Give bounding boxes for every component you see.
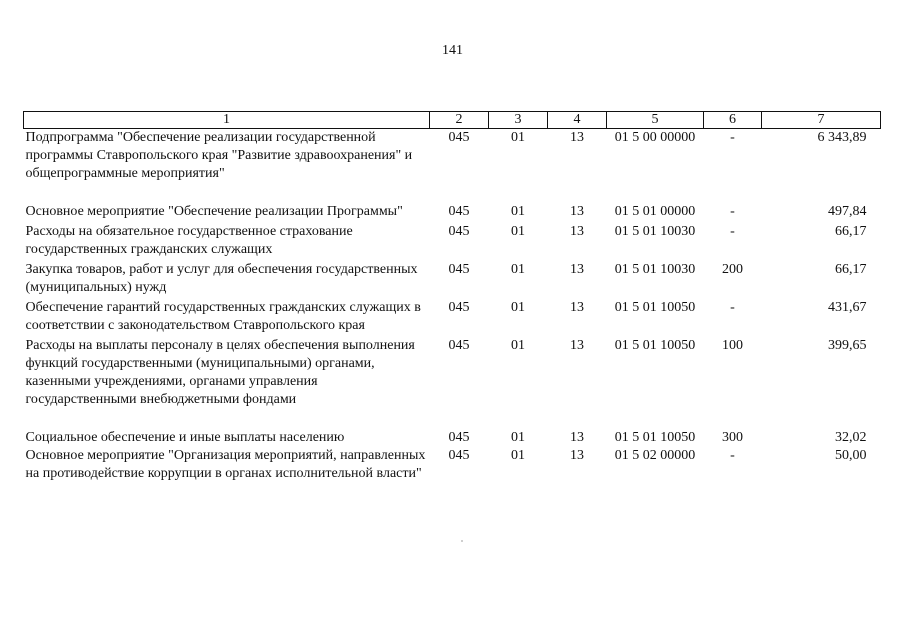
row-col-3: 01 [511, 448, 525, 463]
budget-table [23, 111, 881, 483]
row-name: Обеспечение гарантий государственных гражданских служащих в соответствии с законодательством Ставропольского края [25, 300, 421, 333]
row-col-7: 66,17 [835, 224, 867, 239]
row-col-6: - [730, 130, 735, 145]
row-col-6: - [730, 204, 735, 219]
row-col-6: 300 [722, 430, 743, 445]
table-row [24, 429, 881, 447]
header-col-6: 6 [704, 112, 762, 129]
table-body [24, 129, 881, 484]
row-col-5: 01 5 01 10030 [614, 262, 696, 277]
row-col-4: 13 [570, 224, 584, 239]
table-row [24, 337, 881, 429]
row-col-7: 50,00 [835, 448, 867, 463]
row-col-3: 01 [511, 130, 525, 145]
row-col-7: 32,02 [835, 430, 867, 445]
row-col-4: 13 [570, 300, 584, 315]
row-name: Основное мероприятие "Обеспечение реализации Программы" [25, 204, 403, 219]
row-col-6: - [730, 300, 735, 315]
row-col-7: 66,17 [835, 262, 867, 277]
row-col-3: 01 [511, 204, 525, 219]
row-col-2: 045 [448, 448, 470, 463]
table-row [24, 223, 881, 261]
row-name: Расходы на выплаты персоналу в целях обеспечения выполнения функций государственными (муниципальными) органами, казенными учреждениями, органами управления государственными внебюджетными фондами [25, 338, 415, 407]
row-col-2: 045 [448, 130, 470, 145]
row-col-7: 6 343,89 [817, 130, 867, 145]
row-name: Подпрограмма "Обеспечение реализации государственной программы Ставропольского края "Развитие здравоохранения" и общепрограммные мероприятия" [25, 130, 413, 181]
row-col-4: 13 [570, 338, 584, 353]
row-col-3: 01 [511, 300, 525, 315]
table-row [24, 261, 881, 299]
page-number: 141 [442, 43, 463, 58]
row-col-2: 045 [448, 262, 470, 277]
header-col-3: 3 [489, 112, 548, 129]
row-col-2: 045 [448, 204, 470, 219]
header-row [24, 112, 881, 129]
row-col-5: 01 5 01 00000 [614, 204, 696, 219]
row-col-7: 431,67 [828, 300, 867, 315]
scan-speck [461, 540, 463, 542]
row-name: Социальное обеспечение и иные выплаты населению [25, 430, 345, 445]
row-col-4: 13 [570, 130, 584, 145]
header-col-1: 1 [24, 112, 430, 129]
row-col-4: 13 [570, 430, 584, 445]
row-col-6: - [730, 448, 735, 463]
row-col-3: 01 [511, 224, 525, 239]
row-col-5: 01 5 02 00000 [614, 448, 696, 463]
row-col-6: 100 [722, 338, 743, 353]
header-col-4: 4 [548, 112, 607, 129]
row-col-5: 01 5 01 10050 [614, 300, 696, 315]
row-col-5: 01 5 01 10030 [614, 224, 696, 239]
table-header [24, 112, 881, 129]
row-col-3: 01 [511, 430, 525, 445]
row-col-6: - [730, 224, 735, 239]
header-col-5: 5 [607, 112, 704, 129]
row-name: Основное мероприятие "Организация мероприятий, направленных на противодействие коррупции в органах исполнительной власти" [25, 448, 426, 481]
row-col-7: 399,65 [828, 338, 867, 353]
table-row [24, 129, 881, 204]
row-col-3: 01 [511, 262, 525, 277]
table-row [24, 447, 881, 483]
row-col-4: 13 [570, 448, 584, 463]
table-row [24, 203, 881, 223]
table-row [24, 299, 881, 337]
row-col-2: 045 [448, 338, 470, 353]
row-col-2: 045 [448, 430, 470, 445]
row-col-5: 01 5 01 10050 [614, 430, 696, 445]
row-name: Закупка товаров, работ и услуг для обеспечения государственных (муниципальных) нужд [25, 262, 418, 295]
row-col-7: 497,84 [828, 204, 867, 219]
row-col-6: 200 [722, 262, 743, 277]
row-col-4: 13 [570, 262, 584, 277]
row-col-4: 13 [570, 204, 584, 219]
row-name: Расходы на обязательное государственное страхование государственных гражданских служащих [25, 224, 353, 257]
row-col-3: 01 [511, 338, 525, 353]
header-col-2: 2 [430, 112, 489, 129]
row-col-2: 045 [448, 300, 470, 315]
header-col-7: 7 [762, 112, 881, 129]
row-col-5: 01 5 01 10050 [614, 338, 696, 353]
row-col-5: 01 5 00 00000 [614, 130, 696, 145]
row-col-2: 045 [448, 224, 470, 239]
